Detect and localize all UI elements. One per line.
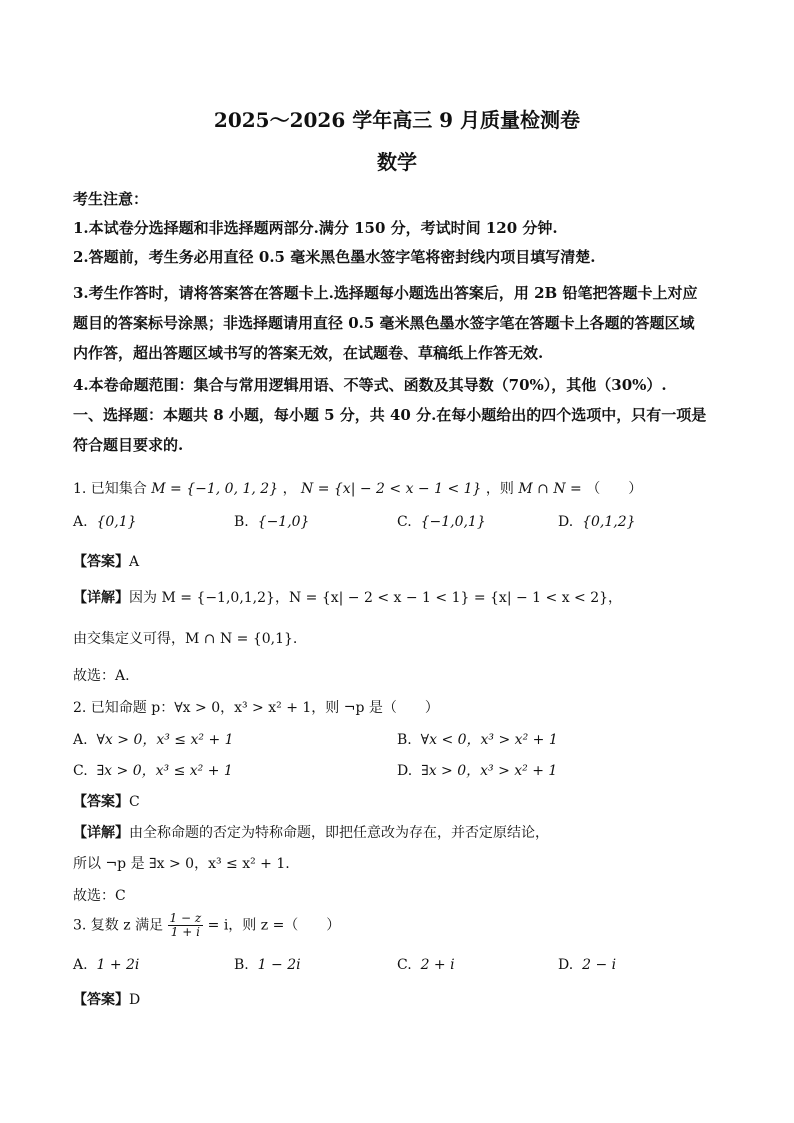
q1-expression: M ∩ N =	[518, 481, 582, 497]
q1-detail-line-2: 由交集定义可得，M ∩ N = {0,1}.	[73, 631, 298, 647]
detail-text: 因为 M = {−1,0,1,2}，N = {x| − 2 < x − 1 < 1} = {x| − 1 < x < 2}，	[129, 590, 623, 606]
answer-value: C	[129, 794, 140, 810]
option-text: 1 − 2i	[257, 957, 301, 973]
q3-fraction-numerator: 1 − z	[169, 911, 202, 925]
option-text: 2 − i	[582, 957, 617, 973]
q1-blank: （ ）	[586, 481, 643, 497]
q3-stem-prefix: 3. 复数 z 满足	[73, 917, 164, 934]
q1-set-m: M = {−1, 0, 1, 2}	[151, 481, 279, 497]
option-text: ∀x > 0，x³ ≤ x² + 1	[96, 732, 234, 748]
question-2-stem: 2. 已知命题 p：∀x > 0，x³ > x² + 1，则 ¬p 是（ ）	[73, 700, 439, 716]
answer-value: D	[129, 992, 141, 1008]
notice-item-3-line-2: 题目的答案标号涂黑；非选择题请用直径 0.5 毫米黑色墨水签字笔在答题卡上各题的答题区域	[73, 314, 695, 332]
option-text: {−1,0,1}	[420, 514, 486, 530]
q1-option-d	[558, 514, 636, 530]
option-letter: D.	[558, 957, 574, 973]
q1-detail-line-1	[73, 587, 622, 607]
option-letter: B.	[234, 957, 249, 973]
answer-label: 【答案】	[73, 794, 129, 810]
option-letter: C.	[73, 763, 88, 779]
q3-answer	[73, 989, 140, 1009]
option-letter: B.	[234, 514, 249, 530]
option-text: {−1,0}	[257, 514, 310, 530]
q2-option-a	[73, 729, 234, 749]
q1-option-c	[397, 514, 486, 530]
exam-title: 2025～2026 学年高三 9 月质量检测卷	[213, 108, 581, 132]
q1-set-n: N = {x| − 2 < x − 1 < 1}	[301, 481, 482, 497]
option-letter: D.	[397, 763, 413, 779]
q3-fraction-denominator: 1 + i	[170, 925, 200, 939]
notice-item-4: 4.本卷命题范围：集合与常用逻辑用语、不等式、函数及其导数（70%），其他（30%）.	[73, 376, 667, 394]
q1-conclusion: 故选：A.	[73, 668, 130, 684]
option-text: 2 + i	[420, 957, 455, 973]
option-text: ∃x > 0，x³ ≤ x² + 1	[96, 763, 233, 779]
detail-label: 【详解】	[73, 825, 129, 841]
section-heading-line-1: 一、选择题：本题共 8 小题，每小题 5 分，共 40 分.在每小题给出的四个选项中，只有一项是	[73, 406, 707, 424]
section-heading-line-2: 符合题目要求的.	[73, 436, 184, 454]
q3-option-d	[558, 957, 616, 973]
q1-stem-prefix: 1. 已知集合	[73, 481, 147, 497]
q2-option-d	[397, 760, 557, 780]
q1-sep-2: ，则	[485, 481, 514, 497]
q2-detail-line-1	[73, 822, 549, 842]
answer-label: 【答案】	[73, 554, 129, 570]
notice-heading: 考生注意：	[73, 190, 149, 208]
exam-subject: 数学	[377, 150, 417, 174]
q2-option-b	[397, 729, 558, 749]
notice-item-2: 2.答题前，考生务必用直径 0.5 毫米黑色墨水签字笔将密封线内项目填写清楚.	[73, 248, 596, 266]
answer-value: A	[129, 554, 140, 570]
option-text: {0,1}	[96, 514, 137, 530]
option-letter: D.	[558, 514, 574, 530]
q2-detail-line-2: 所以 ¬p 是 ∃x > 0，x³ ≤ x² + 1.	[73, 856, 290, 872]
q1-answer	[73, 551, 139, 571]
option-letter: C.	[397, 957, 412, 973]
option-text: ∃x > 0，x³ > x² + 1	[421, 763, 558, 779]
question-1-stem	[73, 478, 642, 498]
option-letter: A.	[73, 957, 88, 973]
option-letter: C.	[397, 514, 412, 530]
q3-fraction	[168, 912, 204, 939]
question-3-stem	[73, 912, 340, 939]
q3-option-a	[73, 957, 139, 973]
detail-text: 由全称命题的否定为特称命题，即把任意改为存在，并否定原结论，	[129, 825, 549, 841]
option-text: {0,1,2}	[582, 514, 636, 530]
option-letter: A.	[73, 732, 88, 748]
option-text: ∀x < 0，x³ > x² + 1	[420, 732, 558, 748]
q1-option-b	[234, 514, 309, 530]
q1-sep-1: ，	[282, 481, 297, 497]
q2-answer	[73, 791, 140, 811]
q2-conclusion: 故选：C	[73, 888, 126, 904]
notice-item-3-line-1: 3.考生作答时，请将答案答在答题卡上.选择题每小题选出答案后，用 2B 铅笔把答题卡上对应	[73, 284, 698, 302]
q1-option-a	[73, 514, 137, 530]
notice-item-3-line-3: 内作答，超出答题区域书写的答案无效，在试题卷、草稿纸上作答无效.	[73, 344, 544, 362]
q2-option-c	[73, 760, 233, 780]
notice-item-1: 1.本试卷分选择题和非选择题两部分.满分 150 分，考试时间 120 分钟.	[73, 219, 558, 237]
q3-option-c	[397, 957, 455, 973]
answer-label: 【答案】	[73, 992, 129, 1008]
option-text: 1 + 2i	[96, 957, 140, 973]
q3-stem-suffix: = i，则 z =（ ）	[207, 917, 341, 934]
option-letter: B.	[397, 732, 412, 748]
detail-label: 【详解】	[73, 590, 129, 606]
q3-option-b	[234, 957, 301, 973]
option-letter: A.	[73, 514, 88, 530]
